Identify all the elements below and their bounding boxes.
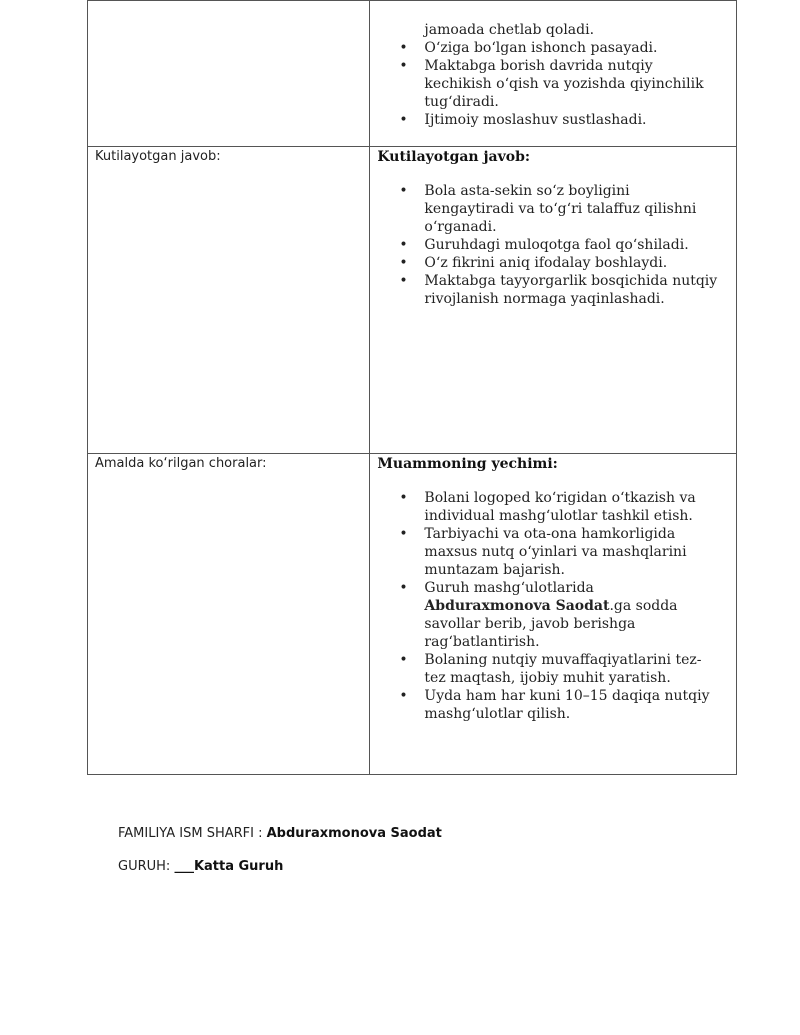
bullet-icon: • (399, 112, 408, 128)
list-item: • Maktabga tayyorgarlik bosqichida nutqiy rivojlanish normaga yaqinlashadi. (399, 273, 718, 307)
list-item: • O‘ziga bo‘lgan ishonch pasayadi. (399, 40, 658, 56)
row3-left-cell (88, 454, 370, 775)
list-item: • Bolani logoped ko‘rigidan o‘tkazish va individual mashg‘ulotlar tashkil etish. (399, 490, 696, 524)
name-value: Abduraxmonova Saodat (266, 826, 442, 841)
table-row (88, 1, 737, 147)
list-item: • Ijtimoiy moslashuv sustlashadi. (399, 112, 647, 128)
bullet-icon: • (399, 273, 408, 289)
list-item: • Bolaning nutqiy muvaffaqiyatlarini tez-tez maqtash, ijobiy muhit yaratish. (399, 652, 702, 686)
row3-left-label: Amalda ko‘rilgan choralar: (95, 456, 267, 471)
row1-left-label (88, 1, 369, 3)
row3-heading: Muammoning yechimi: (377, 456, 558, 472)
row2-bullet-list (370, 182, 736, 308)
bullet-icon: • (399, 237, 408, 253)
list-item: • O‘z fikrini aniq ifodalay boshlaydi. (399, 255, 668, 271)
row1-bullet-list (370, 39, 736, 129)
list-item: • Tarbiyachi va ota-ona hamkorligida maxsus nutq o‘yinlari va mashqlarini muntazam bajarish. (399, 526, 687, 578)
row3-bullet-list (370, 489, 736, 723)
list-item: • Guruhdagi muloqotga faol qo‘shiladi. (399, 237, 689, 253)
table-row (88, 454, 737, 775)
list-item: • Guruh mashg‘ulotlarida Abduraxmonova Saodat.ga sodda savollar berib, javob berishga rag‘batlantirish. (399, 580, 678, 650)
group-label: GURUH: (118, 859, 175, 874)
footer-name-line (118, 826, 442, 841)
bullet-icon: • (399, 40, 408, 56)
list-item: • Maktabga borish davrida nutqiy kechikish o‘qish va yozishda qiyinchilik tug‘diradi. (399, 58, 704, 110)
bullet-icon: • (399, 183, 408, 199)
row3-right-cell (370, 454, 737, 775)
bullet-icon: • (399, 688, 408, 704)
bullet-icon: • (399, 255, 408, 271)
bullet-icon: • (399, 490, 408, 506)
footer-group-line (118, 859, 283, 874)
bullet-icon: • (399, 58, 408, 74)
list-item: • Bola asta-sekin so‘z boyligini kengaytiradi va to‘g‘ri talaffuz qilishni o‘rganadi. (399, 183, 697, 235)
row2-heading: Kutilayotgan javob: (377, 149, 531, 165)
table-row (88, 147, 737, 454)
bullet-icon: • (399, 526, 408, 542)
row2-right-cell (370, 147, 737, 454)
row2-left-cell (88, 147, 370, 454)
document-table (87, 0, 737, 775)
student-name: Abduraxmonova Saodat (424, 598, 610, 614)
name-label: FAMILIYA ISM SHARFI : (118, 826, 267, 841)
list-item: • Uyda ham har kuni 10–15 daqiqa nutqiy mashg‘ulotlar qilish. (399, 688, 710, 722)
row1-left-cell (88, 1, 370, 147)
row1-right-cell (370, 1, 737, 147)
continuation-text: jamoada chetlab qoladi. (424, 22, 595, 38)
bullet-icon: • (399, 580, 408, 596)
row2-left-label: Kutilayotgan javob: (95, 149, 221, 164)
bullet-icon: • (399, 652, 408, 668)
group-value: ___Katta Guruh (174, 859, 284, 874)
